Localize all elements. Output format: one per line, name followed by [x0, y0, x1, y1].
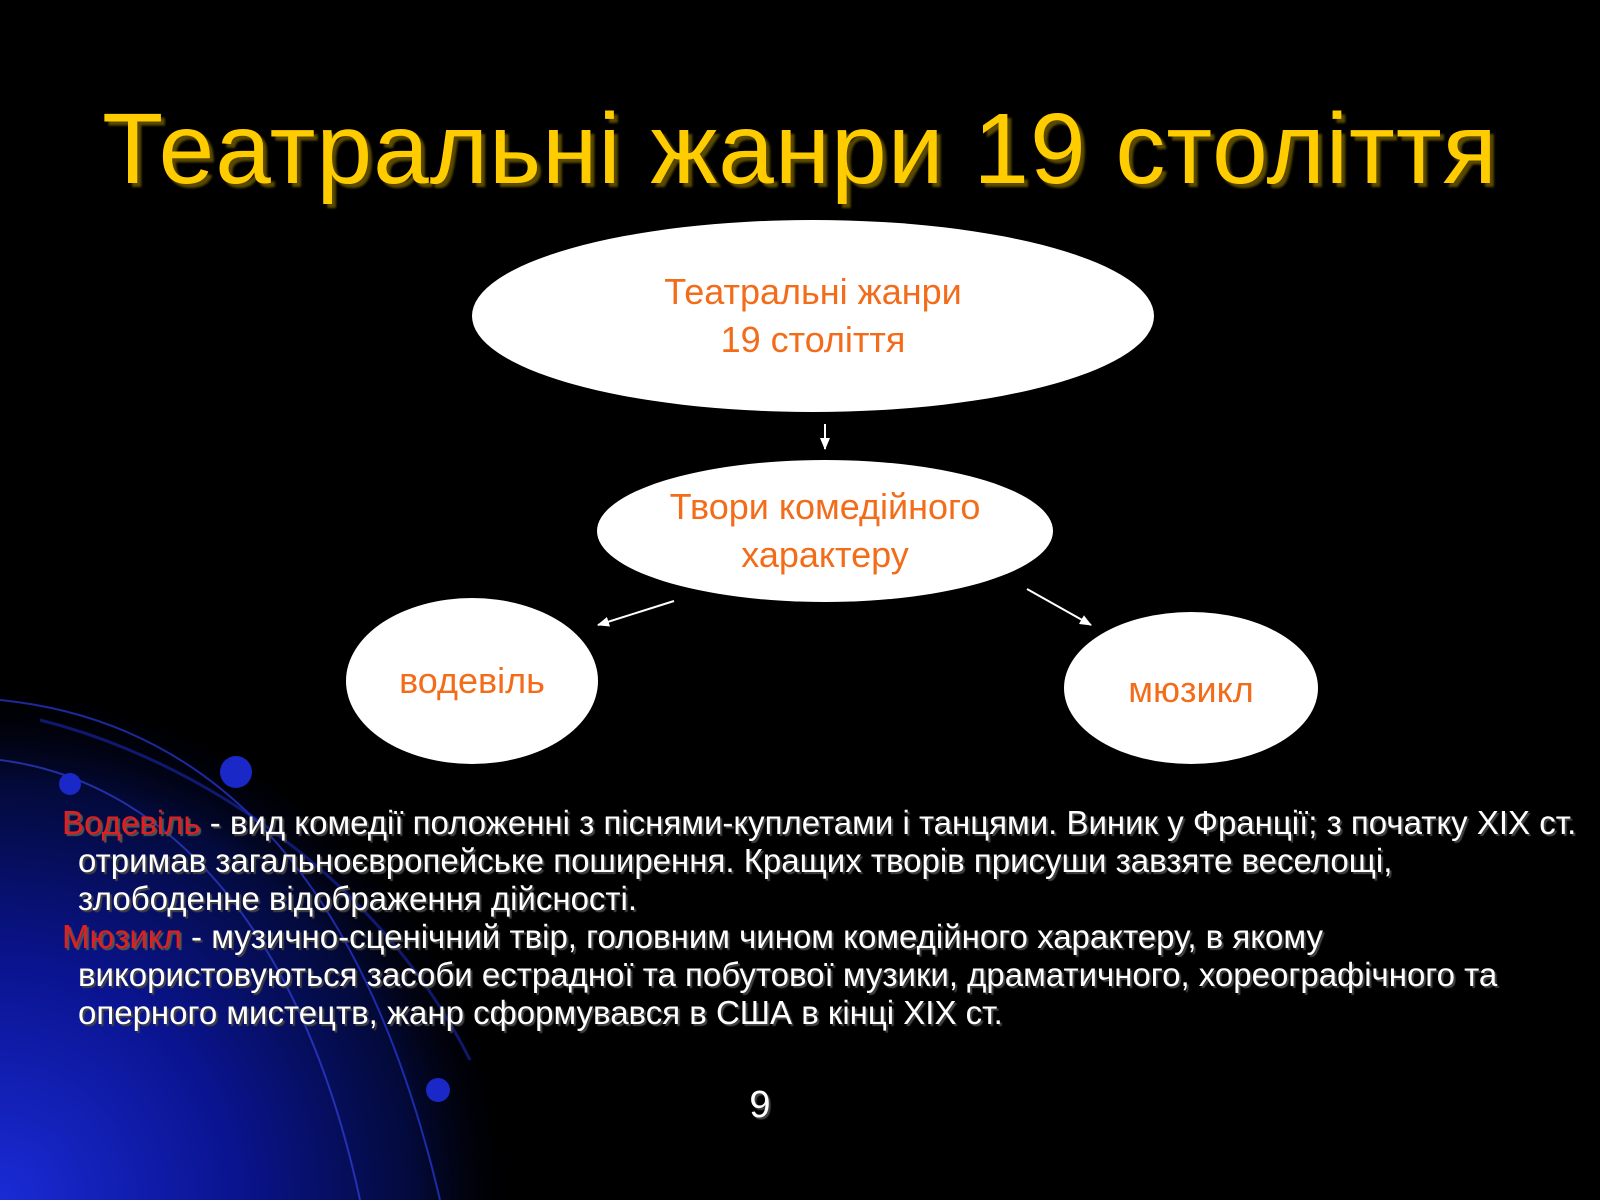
node-musical-label: мюзикл — [1128, 669, 1254, 710]
slide-title: Театральні жанри 19 століття — [102, 93, 1498, 205]
musical-definition: - музично-сценічний твір, головним чином комедійного характеру, в якому використовуються засоби естрадної та побутової музики, драматичного, хореографічного та оперного мистецтв, жанр сформувався в США в кінці XIX ст. — [78, 918, 1498, 1031]
node-vaudeville-label: водевіль — [399, 660, 545, 701]
arrow-comic-to-musical — [1027, 589, 1091, 625]
diagram-node-comic — [597, 460, 1053, 602]
node-comic-line1: Твори комедійного — [669, 486, 981, 527]
diagram-node-musical — [1064, 612, 1318, 764]
diagram-node-vaudeville — [346, 598, 598, 764]
arrow-comic-to-vaudeville — [598, 601, 674, 625]
node-root-line2: 19 століття — [720, 319, 906, 360]
musical-paragraph — [62, 918, 1582, 1032]
vaudeville-paragraph — [62, 804, 1582, 918]
diagram-node-root — [472, 220, 1154, 412]
node-comic-line2: характеру — [741, 534, 909, 575]
vaudeville-term: Водевіль — [62, 804, 201, 841]
vaudeville-definition: - вид комедії положенні з піснями-куплетами і танцями. Виник у Франції; з початку XIX ст. отримав загальноєвропейське поширення. Кращих творів присуши завзяте веселощі, злободенне відображення дійсності. — [78, 804, 1577, 917]
musical-term: Мюзикл — [62, 918, 182, 955]
node-root-line1: Театральні жанри — [664, 271, 962, 312]
description-block — [62, 804, 1582, 1032]
page-number: 9 — [749, 1084, 771, 1126]
